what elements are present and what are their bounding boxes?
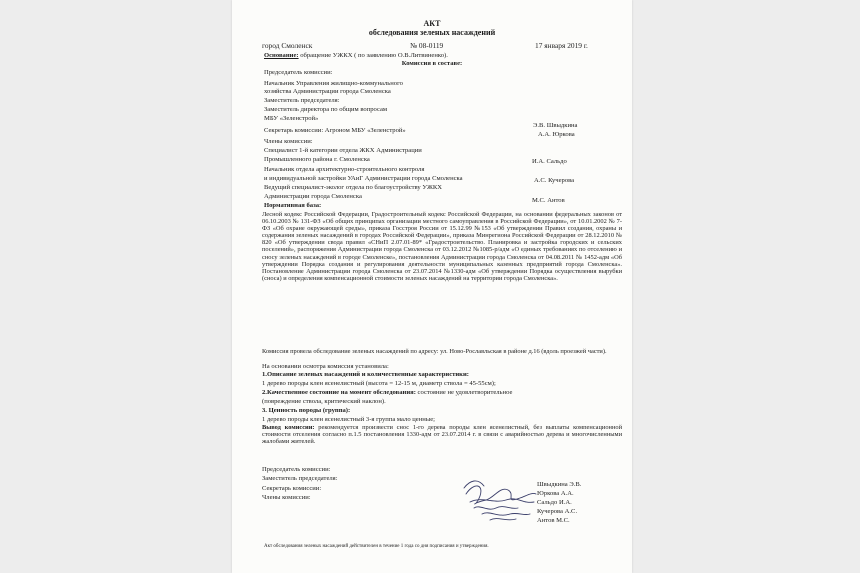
- handwritten-signatures: [460, 474, 540, 524]
- section-3-heading: 3. Ценность породы (группа):: [262, 407, 351, 414]
- sign-chairman-label: Председатель комиссии:: [262, 466, 331, 473]
- member-3-position-2: Администрации города Смоленска: [264, 193, 362, 200]
- section-1-text: 1 дерево породы клен ясенелистный (высота = 12-15 м, диаметр ствола = 45-55см);: [262, 380, 496, 387]
- chairman-position-1: Начальник Управления жилищно-коммунального: [264, 80, 403, 87]
- basis-line: [264, 52, 448, 60]
- member-2-position-2: и индивидуальной застройки УАиГ Администрации города Смоленска: [264, 175, 463, 182]
- chairman-label: Председатель комиссии:: [264, 69, 333, 76]
- sign-deputy-label: Заместитель председателя:: [262, 475, 338, 482]
- signature-name: Сальдо И.А.: [537, 499, 572, 506]
- section-2-text: (повреждение ствола, критический наклон).: [262, 398, 386, 405]
- section-2-state: состояние не удовлетворительное: [415, 389, 513, 396]
- established-line: На основании осмотра комиссия установила:: [262, 363, 389, 370]
- sign-secretary-label: Секретарь комиссии:: [262, 485, 322, 492]
- section-2-heading: 2.Качественное состояние на момент обследования:: [262, 389, 416, 396]
- secretary-name: А.А. Юркова: [538, 131, 575, 138]
- deputy-position-1: Заместитель директора по общим вопросам: [264, 106, 388, 113]
- deputy-label: Заместитель председателя:: [264, 97, 340, 104]
- document-page: [232, 0, 632, 573]
- normative-text: Лесной кодекс Российской Федерации, Градостроительный кодекс Российской Федерации, на основании федеральных законов от 06.10.2003 № 131-ФЗ «Об общих принципах организации местного самоуправления в Российской Федерации», от 10.01.2002 № 7-ФЗ «Об охране окружающей среды», приказа Госстроя России от 15.12.99 №153 «Об утверждении Правил создания, охраны и содержания зеленых насаждений в городах Российской Федерации», приказа Минрегиона Российской Федерации от 28.12.2010 № 820 «Об утверждении свода правил «СНиП 2.07.01-89* «Градостроительство. Планировка и застройка городских и сельских поселений», распоряжения Администрации города Смоленска от 03.12.2012 №1085-р/адм «О единых требованиях по отселению и сносу зеленых насаждений в городе Смоленске», постановления Администрации города Смоленска от 04.08.2011 № 1452-адм «Об утверждении Порядка создания и регулирования деятельности муниципальных казенных предприятий города Смоленска». Постановление Администрации города Смоленска от 23.07.2014 №1330-адм «Об утверждении Порядка осуществления вырубки (сноса) и определения компенсационной стоимости зеленых насаждений на территории города Смоленска».: [262, 211, 622, 282]
- member-2-position-1: Начальник отдела архитектурно-строительного контроля: [264, 166, 425, 173]
- signature-name: Антов М.С.: [537, 517, 570, 524]
- signature-name: Кучерова А.С.: [537, 508, 578, 515]
- validity-footer: Акт обследования зеленых насаждений действителен в течение 1 года со дня подписания и утверждения.: [264, 544, 489, 549]
- member-3-name: М.С. Антов: [532, 197, 565, 204]
- commission-heading: Комиссия в составе:: [401, 60, 463, 67]
- act-date: 17 января 2019 г.: [535, 41, 588, 50]
- section-1-heading: 1.Описание зеленых насаждений и количественные характеристики:: [262, 371, 469, 378]
- conclusion: [262, 424, 622, 445]
- basis-label: Основание:: [264, 52, 299, 59]
- document-title: АКТ: [423, 19, 441, 28]
- member-1-position-1: Специалист 1-й категории отдела ЖКХ Администрации: [264, 147, 422, 154]
- conclusion-label: Вывод комиссии:: [262, 424, 315, 431]
- section-2-line: [262, 389, 512, 397]
- secretary-line: Секретарь комиссии: Агроном МБУ «Зеленстрой»: [264, 127, 406, 134]
- document-subtitle: обследования зеленых насаждений: [368, 28, 496, 37]
- deputy-position-2: МБУ «Зеленстрой»: [264, 115, 319, 122]
- basis-text: обращение УЖКХ ( по заявлению О.В.Литвиненко).: [298, 52, 448, 59]
- conclusion-text: рекомендуется произвести снос 1-го дерева породы клен ясенелистный, без выплаты компенсационной стоимости отселения согласно п.1.5 постановления 1330-адм от 23.07.2014 г. в связи с аварийностью дерева и многочисленными жалобами жителей.: [262, 424, 623, 446]
- member-3-position-1: Ведущий специалист-эколог отдела по благоустройству УЖКХ: [264, 184, 443, 191]
- chairman-position-2: хозяйства Администрации города Смоленска: [264, 88, 391, 95]
- deputy-name: Э.В. Швыдкина: [533, 122, 578, 129]
- signature-name: Швыдкина Э.В.: [537, 481, 582, 488]
- inspection-intro: Комиссия провела обследование зеленых насаждений по адресу: ул. Ново-Рославльская в районе д.16 (вдоль проезжей части).: [262, 348, 607, 355]
- members-label: Члены комиссии:: [264, 138, 313, 145]
- city: город Смоленск: [262, 41, 313, 50]
- member-1-name: И.А. Сальдо: [532, 158, 567, 165]
- sign-members-label: Члены комиссии:: [262, 494, 311, 501]
- signature-name: Юркова А.А.: [537, 490, 574, 497]
- act-number: № 08-0119: [410, 41, 444, 50]
- member-2-name: А.С. Кучерова: [534, 177, 575, 184]
- member-1-position-2: Промышленного района г. Смоленска: [264, 156, 370, 163]
- section-3-text: 1 дерево породы клен ясенелистный 3-я группа мало ценные;: [262, 416, 435, 423]
- normative-heading: Нормативная база:: [264, 202, 322, 209]
